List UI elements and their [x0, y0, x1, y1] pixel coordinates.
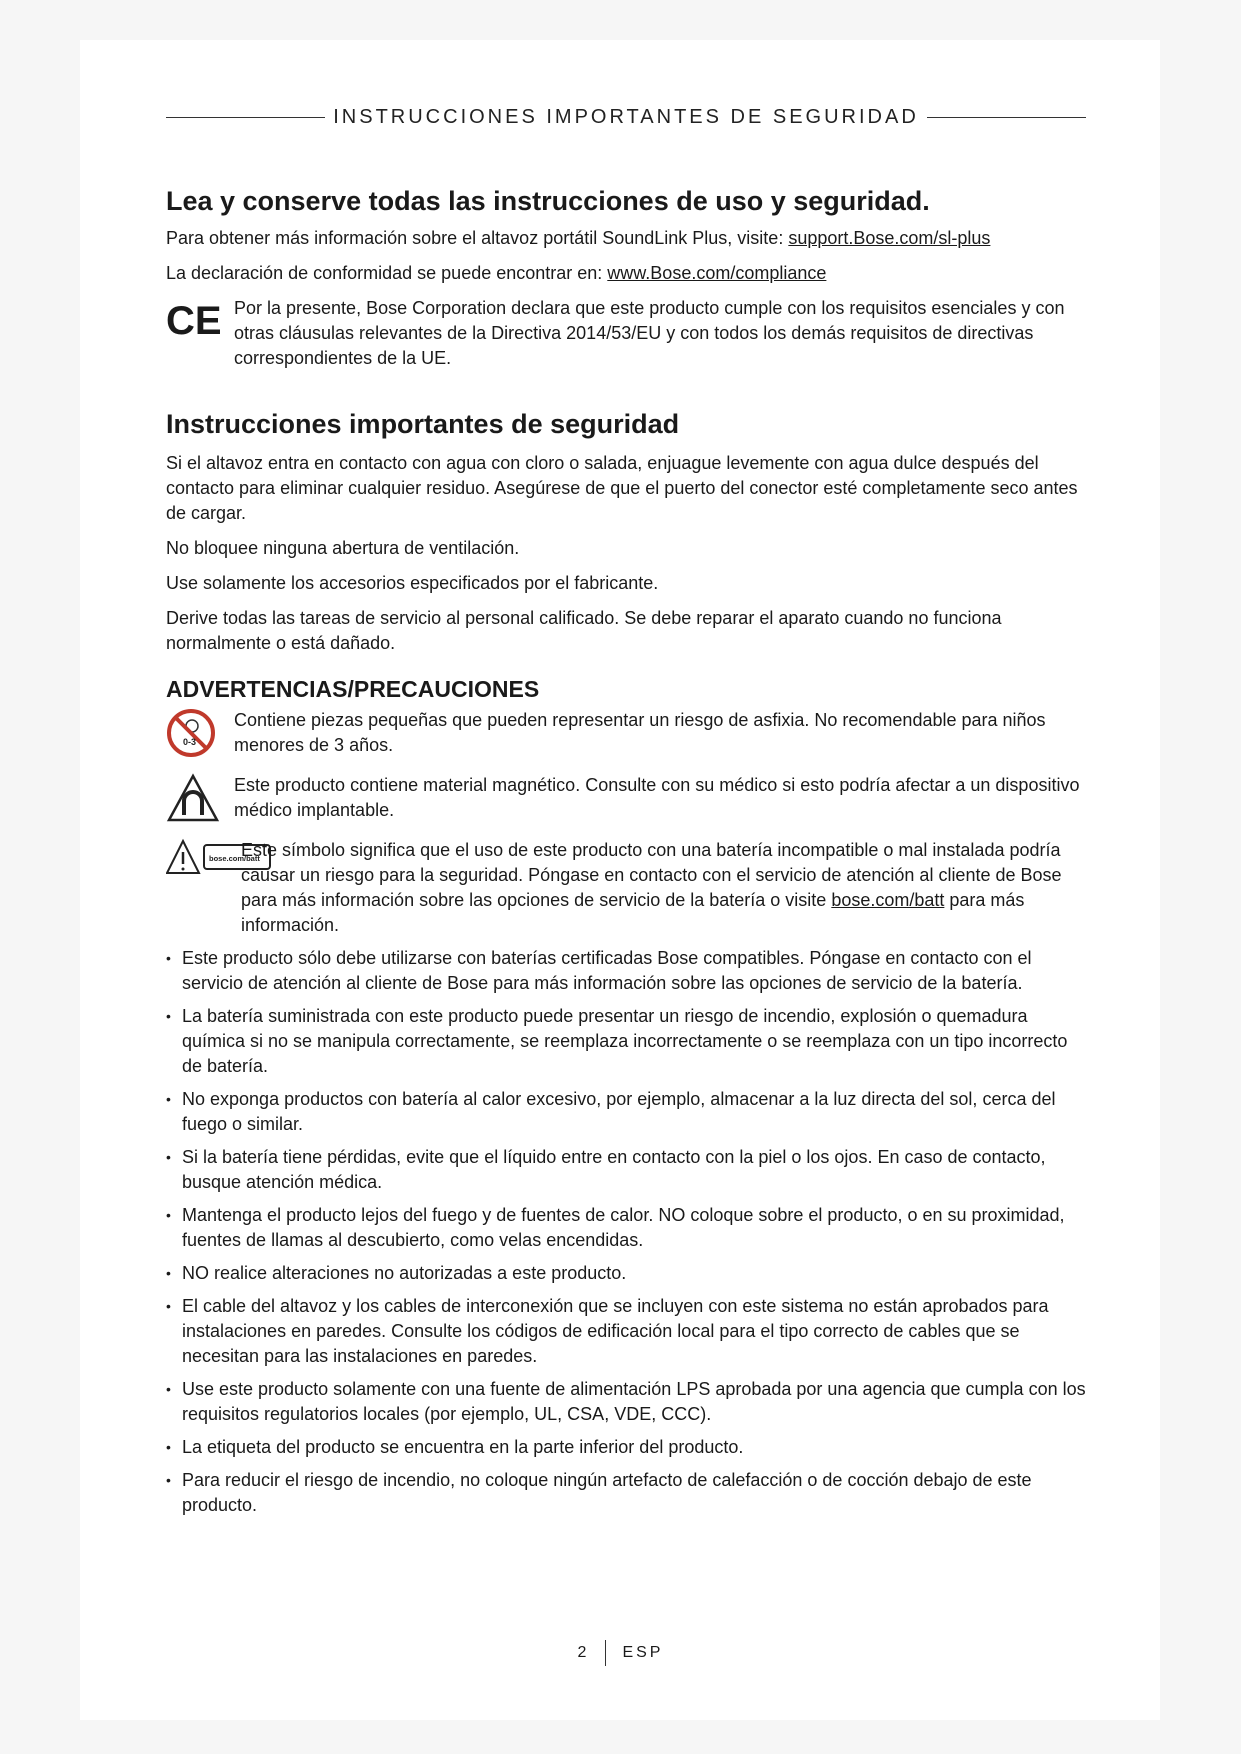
- language-code: ESP: [622, 1644, 664, 1661]
- header-line-right: [927, 117, 1086, 118]
- warnings-list: [166, 946, 1086, 1518]
- choking-warning: [166, 708, 1086, 765]
- info-paragraph: [166, 226, 1086, 251]
- list-item: • La etiqueta del producto se encuentra en la parte inferior del producto.: [166, 1435, 1086, 1460]
- safety-paragraph: Si el altavoz entra en contacto con agua con cloro o salada, enjuague levemente con agua dulce después del contacto para eliminar cualquier residuo. Asegúrese de que el puerto del conector esté completamente seco antes de cargar.: [166, 453, 1078, 523]
- section-header-title: INSTRUCCIONES IMPORTANTES DE SEGURIDAD: [333, 105, 919, 128]
- choking-hazard-icon: [166, 708, 234, 765]
- safety-paragraph: Derive todas las tareas de servicio al personal calificado. Se debe reparar el aparato cuando no funciona normalmente o está dañado.: [166, 608, 1002, 653]
- footer-divider: [605, 1640, 606, 1666]
- list-item: • La batería suministrada con este producto puede presentar un riesgo de incendio, explosión o quemadura química si no se manipula correctamente, se reemplaza incorrectamente o se reemplaza con un tipo incorrecto de batería.: [166, 1004, 1086, 1079]
- list-item: • El cable del altavoz y los cables de interconexión que se incluyen con este sistema no están aprobados para instalaciones en paredes. Consulte los códigos de edificación local para el tipo correcto de cables que se necesitan para las instalaciones en paredes.: [166, 1294, 1086, 1369]
- safety-heading: Instrucciones importantes de seguridad: [166, 409, 680, 439]
- list-item: • NO realice alteraciones no autorizadas a este producto.: [166, 1261, 1086, 1286]
- list-item: • No exponga productos con batería al calor excesivo, por ejemplo, almacenar a la luz directa del sol, cerca del fuego o similar.: [166, 1087, 1086, 1137]
- document-body: [166, 184, 1086, 1526]
- ce-text: Por la presente, Bose Corporation declara que este producto cumple con los requisitos esenciales y con otras cláusulas relevantes de la Directiva 2014/53/EU y con todos los demás requisitos de directivas correspondientes de la UE.: [234, 298, 1065, 368]
- magnet-warning: [166, 773, 1086, 830]
- battery-warning: [166, 838, 1086, 938]
- page-footer: [0, 1640, 1241, 1666]
- page-number: 2: [577, 1644, 590, 1661]
- info-text: Para obtener más información sobre el altavoz portátil SoundLink Plus, visite:: [166, 228, 789, 248]
- choking-text: Contiene piezas pequeñas que pueden representar un riesgo de asfixia. No recomendable para niños menores de 3 años.: [234, 710, 1046, 755]
- choking-age-label: 0-3: [183, 737, 197, 747]
- battery-icon-label: bose.com/batt: [209, 854, 260, 863]
- list-item: • Use este producto solamente con una fuente de alimentación LPS aprobada por una agencia que cumpla con los requisitos regulatorios locales (por ejemplo, UL, CSA, VDE, CCC).: [166, 1377, 1086, 1427]
- battery-link[interactable]: bose.com/batt: [831, 890, 945, 910]
- warnings-heading: ADVERTENCIAS/PRECAUCIONES: [166, 676, 540, 702]
- list-item: • Mantenga el producto lejos del fuego y de fuentes de calor. NO coloque sobre el producto, o en su proximidad, fuentes de llamas al descubierto, como velas encendidas.: [166, 1203, 1086, 1253]
- battery-text: [241, 838, 1086, 938]
- header-line-left: [166, 117, 325, 118]
- conformity-text: La declaración de conformidad se puede encontrar en:: [166, 263, 608, 283]
- list-item: • Este producto sólo debe utilizarse con baterías certificadas Bose compatibles. Póngase en contacto con el servicio de atención al cliente de Bose para más información sobre las opciones de servicio de la batería.: [166, 946, 1086, 996]
- list-item: • Si la batería tiene pérdidas, evite que el líquido entre en contacto con la piel o los ojos. En caso de contacto, busque atención médica.: [166, 1145, 1086, 1195]
- magnet-warning-icon: [166, 773, 234, 830]
- magnet-text: Este producto contiene material magnético. Consulte con su médico si esto podría afectar a un dispositivo médico implantable.: [234, 775, 1080, 820]
- ce-mark-icon: CE: [166, 299, 222, 343]
- battery-text-end: para más información.: [241, 890, 1025, 935]
- safety-paragraph: No bloquee ninguna abertura de ventilación.: [166, 538, 520, 558]
- list-item: • Para reducir el riesgo de incendio, no coloque ningún artefacto de calefacción o de cocción debajo de este producto.: [166, 1468, 1086, 1518]
- battery-text-main: Este símbolo significa que el uso de este producto con una batería incompatible o mal instalada podría causar un riesgo para la seguridad. Póngase en contacto con el servicio de atención al cliente de Bose para más información sobre las opciones de servicio de la batería o visite: [241, 840, 1062, 910]
- support-link[interactable]: support.Bose.com/sl-plus: [788, 228, 991, 248]
- intro-heading: Lea y conserve todas las instrucciones de uso y seguridad.: [166, 186, 930, 216]
- safety-paragraph: Use solamente los accesorios especificados por el fabricante.: [166, 573, 659, 593]
- section-header: [166, 102, 1086, 132]
- compliance-link[interactable]: www.Bose.com/compliance: [607, 263, 827, 283]
- conformity-paragraph: [166, 261, 1086, 286]
- ce-declaration: [166, 296, 1086, 371]
